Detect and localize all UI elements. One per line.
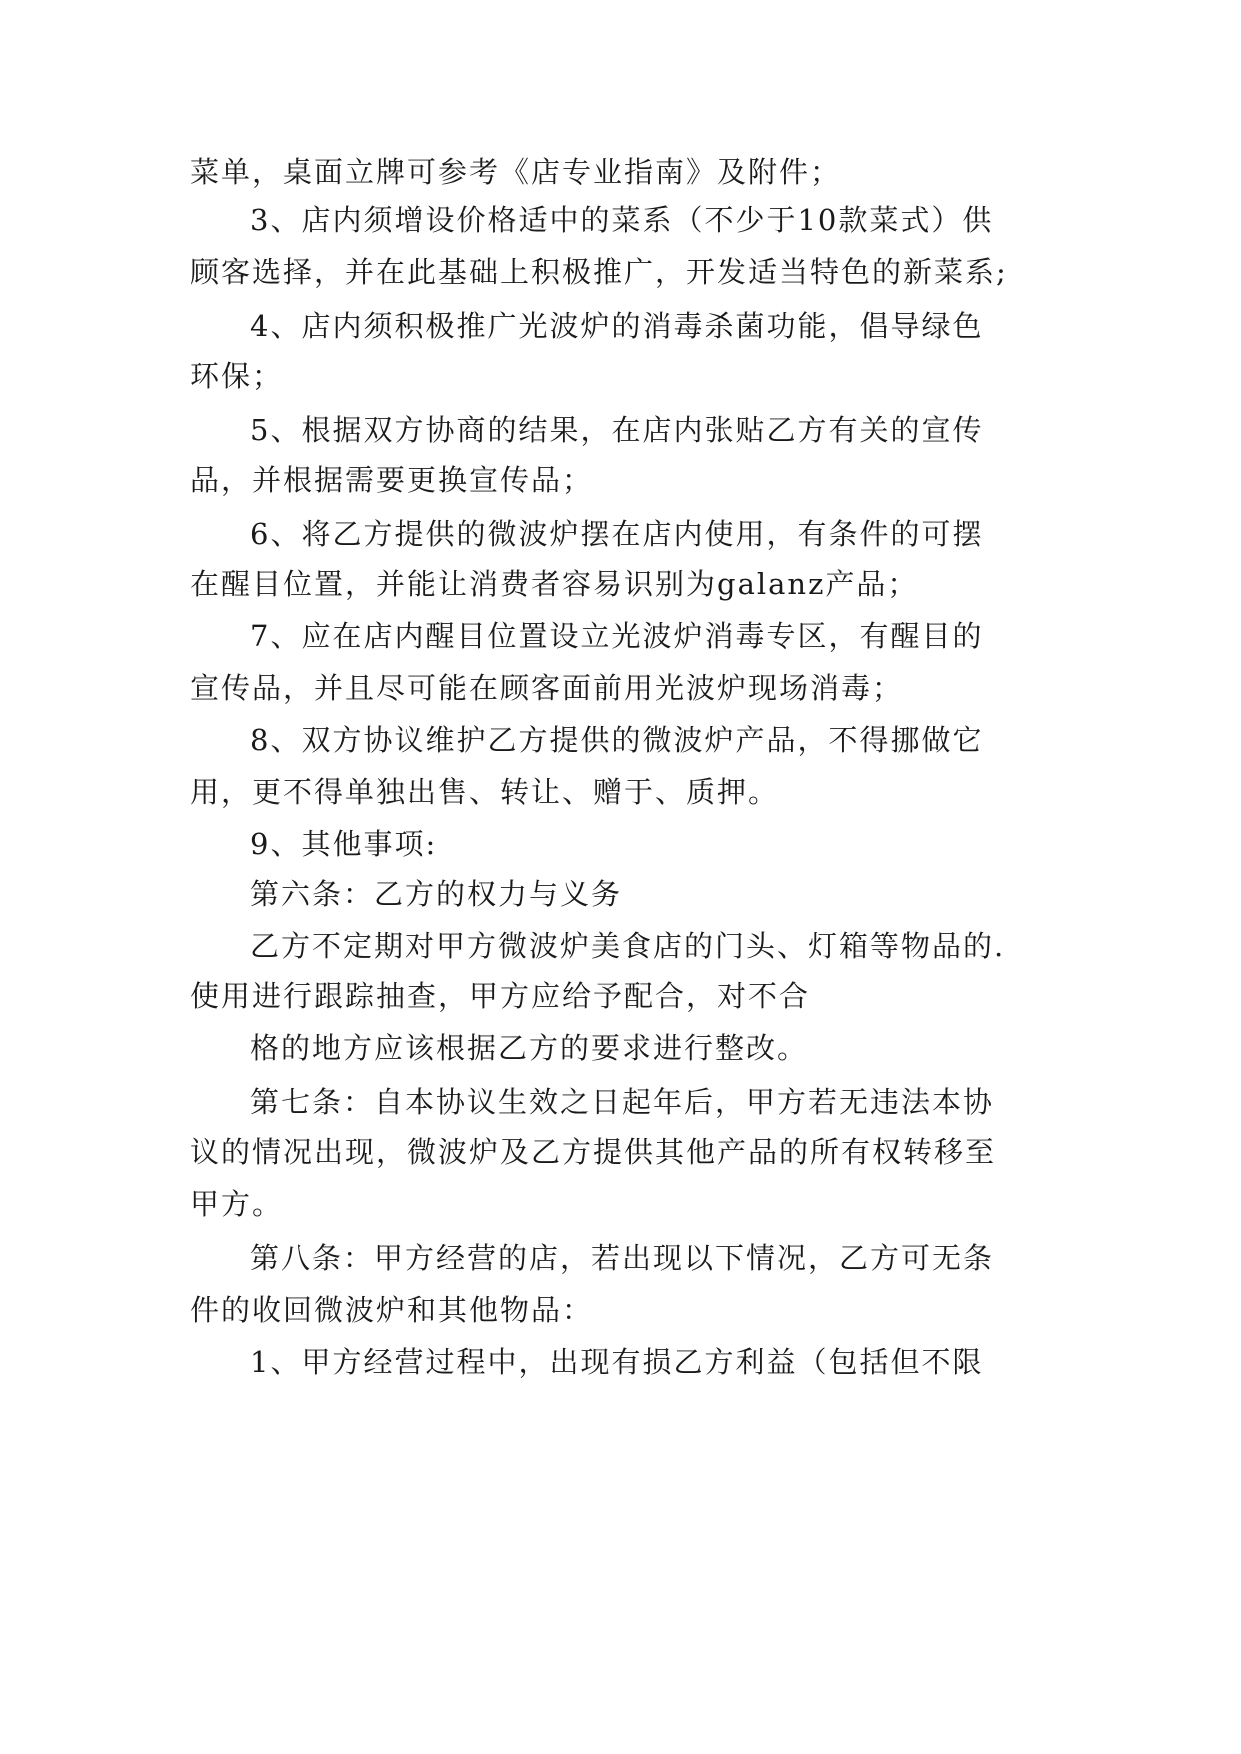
text-line: 顾客选择，并在此基础上积极推广，开发适当特色的新菜系; — [190, 255, 1008, 289]
section-heading: 第六条：乙方的权力与义务 — [250, 877, 623, 911]
text-line: 在醒目位置，并能让消费者容易识别为galanz产品； — [190, 567, 919, 601]
text-line: 议的情况出现，微波炉及乙方提供其他产品的所有权转移至 — [190, 1135, 997, 1169]
text-line: 乙方不定期对甲方微波炉美食店的门头、灯箱等物品的. — [250, 929, 1006, 963]
text-line: 菜单，桌面立牌可参考《店专业指南》及附件； — [190, 155, 842, 189]
text-line: 8、双方协议维护乙方提供的微波炉产品，不得挪做它 — [250, 723, 984, 757]
text-line: 1、甲方经营过程中，出现有损乙方利益（包括但不限 — [250, 1345, 984, 1379]
text-line: 使用进行跟踪抽查，甲方应给予配合，对不合 — [190, 979, 811, 1013]
text-line: 环保； — [190, 359, 284, 393]
text-line: 5、根据双方协商的结果，在店内张贴乙方有关的宣传 — [250, 413, 984, 447]
section-heading: 第七条：自本协议生效之日起年后，甲方若无违法本协 — [250, 1085, 995, 1119]
text-line: 宣传品，并且尽可能在顾客面前用光波炉现场消毒； — [190, 671, 904, 705]
text-line: 甲方。 — [190, 1187, 284, 1221]
text-line: 4、店内须积极推广光波炉的消毒杀菌功能，倡导绿色 — [250, 309, 984, 343]
section-heading: 第八条：甲方经营的店，若出现以下情况，乙方可无条 — [250, 1241, 995, 1275]
text-line: 7、应在店内醒目位置设立光波炉消毒专区，有醒目的 — [250, 619, 984, 653]
text-line: 件的收回微波炉和其他物品： — [190, 1293, 594, 1327]
text-line: 6、将乙方提供的微波炉摆在店内使用，有条件的可摆 — [250, 517, 984, 551]
text-line: 用，更不得单独出售、转让、赠于、质押。 — [190, 775, 780, 809]
text-line: 9、其他事项: — [250, 827, 438, 861]
text-line: 格的地方应该根据乙方的要求进行整改。 — [250, 1031, 809, 1065]
text-line: 3、店内须增设价格适中的菜系（不少于10款菜式）供 — [250, 203, 994, 237]
text-line: 品，并根据需要更换宣传品； — [190, 463, 594, 497]
